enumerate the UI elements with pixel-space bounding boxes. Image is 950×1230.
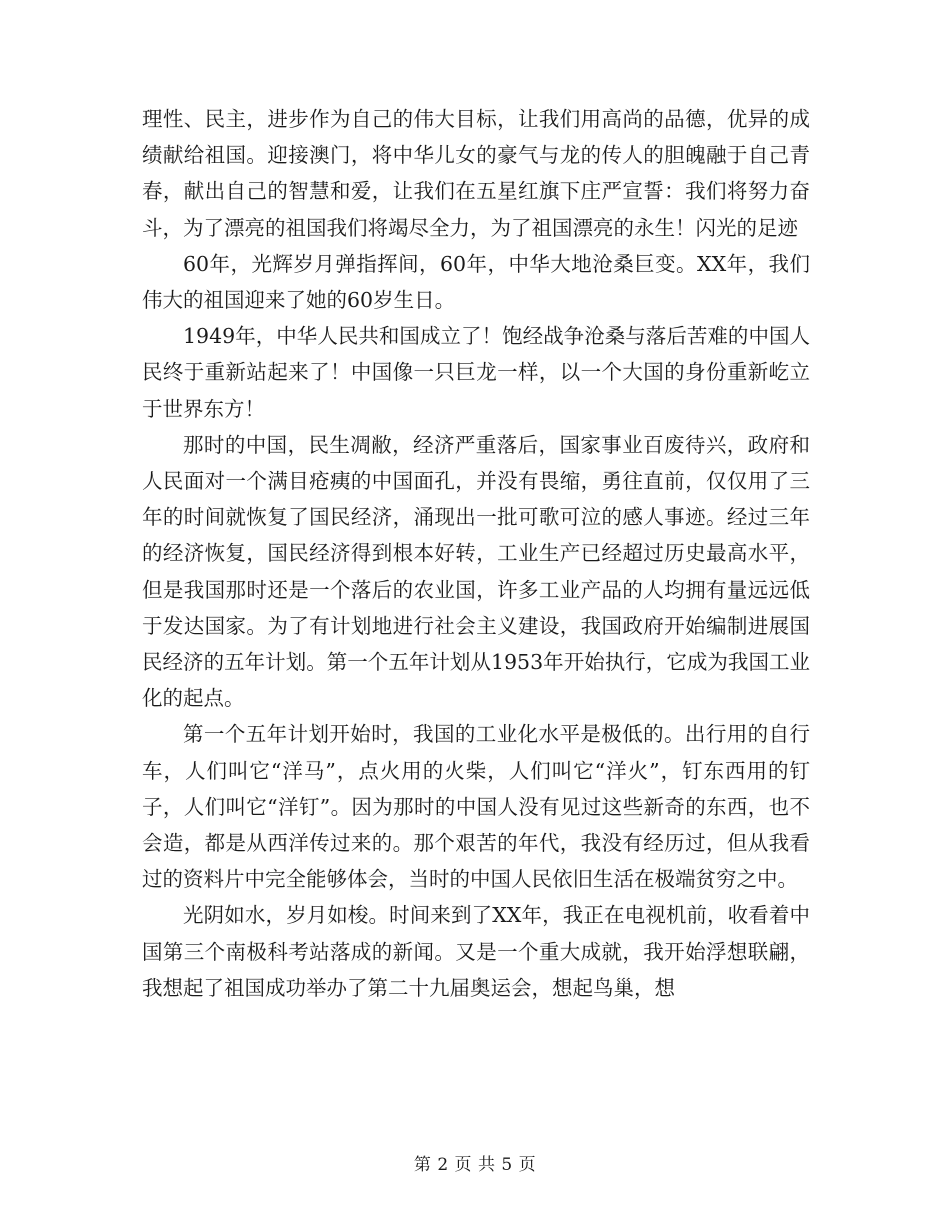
- paragraph: 第一个五年计划开始时，我国的工业化水平是极低的。出行用的自行车，人们叫它“洋马”，点火用的火柴，人们叫它“洋火”，钉东西用的钉子，人们叫它“洋钉”。因为那时的中国人没有见过这些新奇的东西，也不会造，都是从西洋传过来的。那个艰苦的年代，我没有经历过，但从我看过的资料片中完全能够体会，当时的中国人民依旧生活在极端贫穷之中。: [142, 722, 810, 892]
- paragraph: 光阴如水，岁月如梭。时间来到了XX年，我正在电视机前，收看着中国第三个南极科考站落成的新闻。又是一个重大成就，我开始浮想联翩，我想起了祖国成功举办了第二十九届奥运会，想起鸟巢，想: [142, 903, 810, 1000]
- paragraph: 60年，光辉岁月弹指挥间，60年，中华大地沧桑巨变。XX年，我们伟大的祖国迎来了她的60岁生日。: [142, 251, 810, 313]
- paragraph: 1949年，中华人民共和国成立了！饱经战争沧桑与落后苦难的中国人民终于重新站起来了！中国像一只巨龙一样，以一个大国的身份重新屹立于世界东方！: [142, 324, 810, 421]
- paragraph: 那时的中国，民生凋敝，经济严重落后，国家事业百废待兴，政府和人民面对一个满目疮痍的中国面孔，并没有畏缩，勇往直前，仅仅用了三年的时间就恢复了国民经济，涌现出一批可歌可泣的感人事迹。经过三年的经济恢复，国民经济得到根本好转，工业生产已经超过历史最高水平，但是我国那时还是一个落后的农业国，许多工业产品的人均拥有量远远低于发达国家。为了有计划地进行社会主义建设，我国政府开始编制进展国民经济的五年计划。第一个五年计划从1953年开始执行，它成为我国工业化的起点。: [142, 432, 810, 711]
- paragraph-continued: 理性、民主，进步作为自己的伟大目标，让我们用高尚的品德，优异的成绩献给祖国。迎接澳门，将中华儿女的豪气与龙的传人的胆魄融于自己青春，献出自己的智慧和爱，让我们在五星红旗下庄严宣誓：我们将努力奋斗，为了漂亮的祖国我们将竭尽全力，为了祖国漂亮的永生！闪光的足迹: [142, 107, 810, 240]
- page-number-footer: 第 2 页 共 5 页: [413, 1155, 537, 1175]
- document-body: [142, 101, 810, 1006]
